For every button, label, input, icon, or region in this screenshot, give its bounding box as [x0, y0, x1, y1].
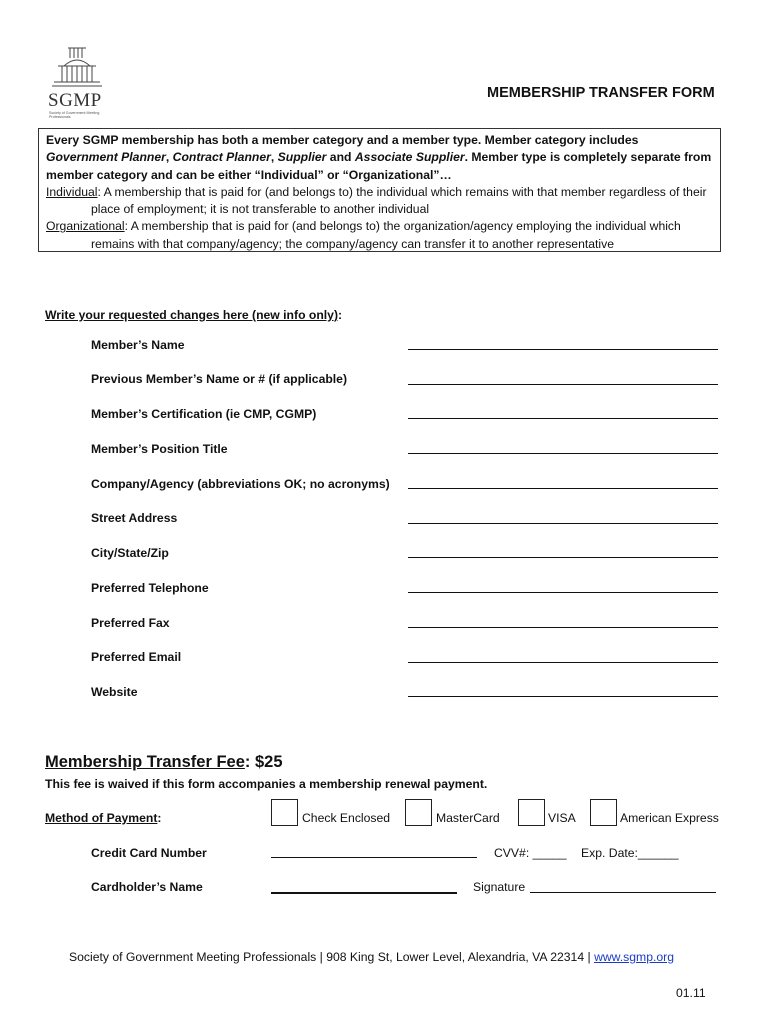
field-label-city-state-zip: City/State/Zip: [91, 546, 169, 560]
field-line-telephone[interactable]: [408, 592, 718, 593]
logo-subtitle: Society of Government Meeting Professionals: [49, 111, 100, 119]
organizational-definition: Organizational: A membership that is paid for (and belongs to) the organization/agency employing the individual which remains with that company/agency; the company/agency can transfer it to another representative: [46, 219, 681, 251]
intro-box: [38, 128, 721, 252]
form-title: MEMBERSHIP TRANSFER FORM: [487, 85, 715, 101]
mastercard-label: MasterCard: [436, 811, 500, 825]
payment-label: Method of Payment:: [45, 811, 162, 825]
field-label-company-agency: Company/Agency (abbreviations OK; no acronyms): [91, 477, 390, 491]
field-label-email: Preferred Email: [91, 650, 182, 664]
signature-label: Signature: [473, 880, 526, 894]
field-line-website[interactable]: [408, 696, 718, 697]
cardholder-name-line[interactable]: [271, 892, 457, 894]
check-enclosed-checkbox[interactable]: [271, 799, 298, 826]
field-line-members-name[interactable]: [408, 349, 718, 350]
field-label-previous-member: Previous Member’s Name or # (if applicable): [91, 372, 348, 386]
field-line-certification[interactable]: [408, 418, 718, 419]
field-label-certification: Member’s Certification (ie CMP, CGMP): [91, 407, 317, 421]
footer: Society of Government Meeting Professionals | 908 King St, Lower Level, Alexandria, VA 22314 | www.sgmp.org: [69, 950, 674, 964]
fee-heading: Membership Transfer Fee: $25: [45, 753, 283, 771]
field-line-previous-member[interactable]: [408, 384, 718, 385]
american-express-label: American Express: [620, 811, 719, 825]
cardholder-name-label: Cardholder’s Name: [91, 880, 203, 894]
field-line-city-state-zip[interactable]: [408, 557, 718, 558]
cvv-field[interactable]: CVV#: _____: [494, 846, 567, 860]
field-line-fax[interactable]: [408, 627, 718, 628]
field-label-fax: Preferred Fax: [91, 616, 170, 630]
credit-card-number-line[interactable]: [271, 857, 477, 858]
field-line-email[interactable]: [408, 662, 718, 663]
sgmp-logo: [44, 44, 114, 124]
field-label-website: Website: [91, 685, 138, 699]
signature-line[interactable]: [530, 892, 716, 893]
version-number: 01.11: [676, 986, 706, 1000]
field-line-company-agency[interactable]: [408, 488, 718, 489]
credit-card-number-label: Credit Card Number: [91, 846, 207, 860]
field-label-telephone: Preferred Telephone: [91, 581, 209, 595]
field-label-members-name: Member’s Name: [91, 338, 185, 352]
field-line-street-address[interactable]: [408, 523, 718, 524]
individual-definition: Individual: A membership that is paid for (and belongs to) the individual which remains with that member regardless of their place of employment; it is not transferable to another individual: [46, 184, 707, 217]
american-express-checkbox[interactable]: [590, 799, 617, 826]
logo-name: SGMP: [48, 90, 102, 111]
mastercard-checkbox[interactable]: [405, 799, 432, 826]
visa-checkbox[interactable]: [518, 799, 545, 826]
capitol-building-icon: [48, 44, 108, 90]
field-label-street-address: Street Address: [91, 511, 178, 525]
changes-heading: Write your requested changes here (new info only):: [45, 308, 343, 322]
exp-date-field[interactable]: Exp. Date:______: [581, 846, 679, 860]
intro-paragraph: Every SGMP membership has both a member category and a member type. Member category includes Government Planner, Contract Planner, Supplier and Associate Supplier. Member type is completely separate from member category and can be either “Individual” or “Organizational”…: [46, 133, 712, 182]
sgmp-website-link[interactable]: www.sgmp.org: [594, 950, 674, 964]
field-label-position-title: Member’s Position Title: [91, 442, 228, 456]
fee-note: This fee is waived if this form accompanies a membership renewal payment.: [45, 777, 488, 791]
check-enclosed-label: Check Enclosed: [302, 811, 391, 825]
field-line-position-title[interactable]: [408, 453, 718, 454]
visa-label: VISA: [548, 811, 576, 825]
